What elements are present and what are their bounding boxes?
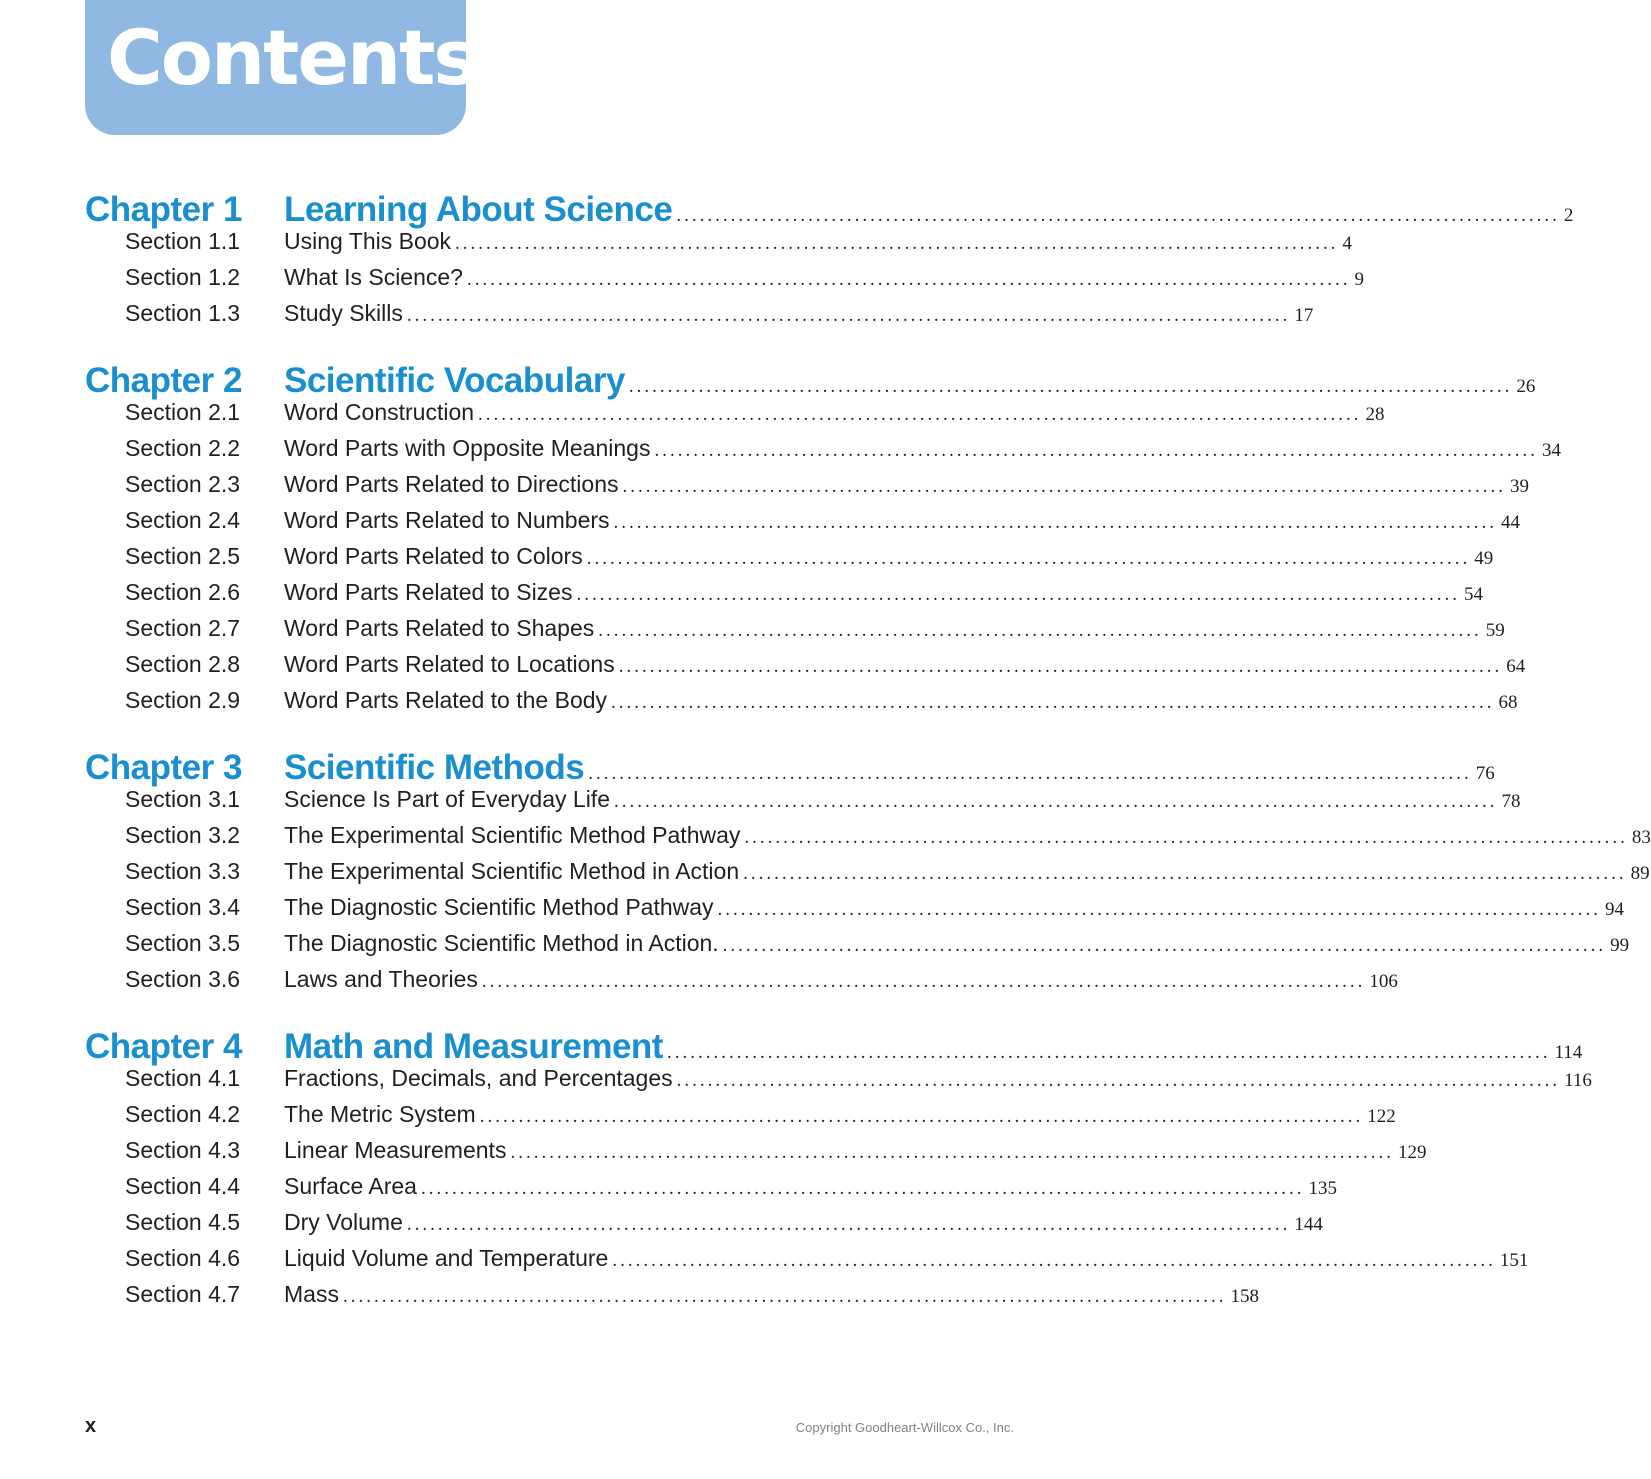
page-number: 49 bbox=[1474, 548, 1494, 569]
chapter-block-3 bbox=[85, 748, 1651, 1002]
dot-leader: .................................................................................................................. bbox=[676, 1070, 1561, 1091]
page-number: 64 bbox=[1506, 656, 1526, 677]
dot-leader: .................................................................................................................. bbox=[478, 404, 1362, 425]
page-number: 44 bbox=[1501, 512, 1521, 533]
dot-leader: .................................................................................................................. bbox=[420, 1178, 1305, 1199]
chapter-number: Chapter 1 bbox=[85, 190, 242, 229]
section-title: Word Parts Related to the Body bbox=[284, 687, 608, 713]
section-title: Linear Measurements bbox=[284, 1137, 507, 1163]
section-number: Section 3.3 bbox=[125, 858, 241, 884]
section-title: Mass bbox=[284, 1281, 339, 1307]
section-number: Section 2.7 bbox=[125, 615, 241, 641]
section-entry[interactable] bbox=[85, 1281, 1259, 1317]
dot-leader: .................................................................................................................. bbox=[576, 584, 1460, 605]
dot-leader: .................................................................................................................. bbox=[598, 620, 1482, 641]
section-number: Section 4.1 bbox=[125, 1065, 241, 1091]
section-entry[interactable] bbox=[85, 435, 1561, 471]
page-number: 89 bbox=[1630, 863, 1650, 884]
section-number: Section 2.5 bbox=[125, 543, 241, 569]
dot-leader: .................................................................................................................. bbox=[722, 935, 1607, 956]
section-number: Section 4.5 bbox=[125, 1209, 241, 1235]
page-number: 59 bbox=[1485, 620, 1505, 641]
page-number: 26 bbox=[1516, 376, 1536, 397]
page-number: 114 bbox=[1554, 1042, 1583, 1063]
section-title: Word Parts with Opposite Meanings bbox=[284, 435, 651, 461]
dot-leader: .................................................................................................................. bbox=[676, 205, 1560, 226]
section-entry[interactable] bbox=[85, 300, 1314, 336]
section-number: Section 1.3 bbox=[125, 300, 241, 326]
chapter-entry-1[interactable] bbox=[85, 190, 1574, 229]
section-entry[interactable] bbox=[85, 1101, 1396, 1137]
section-number: Section 4.4 bbox=[125, 1173, 241, 1199]
page-number: 151 bbox=[1499, 1250, 1529, 1271]
section-entry[interactable] bbox=[85, 615, 1505, 651]
section-title: Using This Book bbox=[284, 228, 452, 254]
section-title: Liquid Volume and Temperature bbox=[284, 1245, 609, 1271]
chapter-block-1 bbox=[85, 190, 1574, 336]
section-number: Section 2.9 bbox=[125, 687, 241, 713]
page-number: 39 bbox=[1510, 476, 1529, 497]
page-number: 144 bbox=[1294, 1214, 1323, 1235]
footer-copyright: Copyright Goodheart-Willcox Co., Inc. bbox=[795, 1420, 1014, 1435]
section-entry[interactable] bbox=[85, 894, 1625, 930]
section-title: What Is Science? bbox=[284, 264, 463, 290]
chapter-title: Scientific Methods bbox=[284, 748, 585, 787]
dot-leader: .................................................................................................................. bbox=[342, 1286, 1227, 1307]
section-entry[interactable] bbox=[85, 1209, 1323, 1245]
chapter-number: Chapter 4 bbox=[85, 1027, 242, 1066]
chapter-title: Math and Measurement bbox=[284, 1027, 663, 1066]
page-number: 34 bbox=[1541, 440, 1561, 461]
section-title: Word Parts Related to Sizes bbox=[284, 579, 573, 605]
page-number: 76 bbox=[1475, 763, 1495, 784]
section-number: Section 3.1 bbox=[125, 786, 241, 812]
page-number: 9 bbox=[1354, 269, 1364, 290]
section-entry[interactable] bbox=[85, 858, 1650, 894]
dot-leader: .................................................................................................................. bbox=[743, 863, 1627, 884]
dot-leader: .................................................................................................................. bbox=[466, 269, 1351, 290]
section-entry[interactable] bbox=[85, 579, 1483, 615]
page-number: 78 bbox=[1501, 791, 1521, 812]
section-entry[interactable] bbox=[85, 687, 1518, 723]
dot-leader: .................................................................................................................. bbox=[481, 971, 1366, 992]
section-entry[interactable] bbox=[85, 228, 1353, 264]
chapter-number: Chapter 3 bbox=[85, 748, 242, 787]
chapter-entry-3[interactable] bbox=[85, 748, 1495, 787]
section-title: The Experimental Scientific Method in Action bbox=[284, 858, 740, 884]
page-number: 116 bbox=[1564, 1070, 1592, 1091]
section-title: The Experimental Scientific Method Pathway bbox=[284, 822, 741, 848]
dot-leader: .................................................................................................................. bbox=[479, 1106, 1364, 1127]
section-title: The Metric System bbox=[284, 1101, 476, 1127]
section-number: Section 2.4 bbox=[125, 507, 241, 533]
section-title: Fractions, Decimals, and Percentages bbox=[284, 1065, 673, 1091]
page-title: Contents bbox=[107, 13, 477, 102]
page-number: 106 bbox=[1369, 971, 1398, 992]
section-title: Science Is Part of Everyday Life bbox=[284, 786, 610, 812]
chapter-block-4 bbox=[85, 1027, 1592, 1317]
section-entry[interactable] bbox=[85, 930, 1630, 966]
chapter-number: Chapter 2 bbox=[85, 361, 242, 400]
section-entry[interactable] bbox=[85, 264, 1364, 300]
dot-leader: .................................................................................................................. bbox=[654, 440, 1538, 461]
chapter-block-2 bbox=[85, 361, 1561, 723]
section-title: Word Parts Related to Colors bbox=[284, 543, 583, 569]
section-entry[interactable] bbox=[85, 1137, 1427, 1173]
section-title: Word Parts Related to Shapes bbox=[284, 615, 595, 641]
page-number: 54 bbox=[1463, 584, 1483, 605]
section-number: Section 4.6 bbox=[125, 1245, 241, 1271]
page-number: 4 bbox=[1342, 233, 1353, 254]
section-number: Section 1.1 bbox=[125, 228, 241, 254]
section-entry[interactable] bbox=[85, 966, 1398, 1002]
section-entry[interactable] bbox=[85, 786, 1521, 822]
section-number: Section 4.2 bbox=[125, 1101, 241, 1127]
page-number: 2 bbox=[1563, 205, 1574, 226]
section-number: Section 4.3 bbox=[125, 1137, 241, 1163]
section-title: The Diagnostic Scientific Method in Action. bbox=[284, 930, 719, 956]
footer-page-number: x bbox=[85, 1415, 97, 1437]
section-number: Section 4.7 bbox=[125, 1281, 241, 1307]
section-title: Word Parts Related to Directions bbox=[284, 471, 619, 497]
section-number: Section 2.8 bbox=[125, 651, 241, 677]
section-number: Section 2.3 bbox=[125, 471, 241, 497]
page-number: 94 bbox=[1605, 899, 1625, 920]
dot-leader: .................................................................................................................. bbox=[622, 476, 1506, 497]
dot-leader: .................................................................................................................. bbox=[510, 1142, 1394, 1163]
section-entry[interactable] bbox=[85, 822, 1651, 858]
section-entry[interactable] bbox=[85, 471, 1529, 507]
section-title: Laws and Theories bbox=[284, 966, 478, 992]
section-title: Dry Volume bbox=[284, 1209, 403, 1235]
dot-leader: .................................................................................................................. bbox=[618, 656, 1503, 677]
dot-leader: .................................................................................................................. bbox=[628, 376, 1513, 397]
section-entry[interactable] bbox=[85, 543, 1494, 579]
chapter-title: Scientific Vocabulary bbox=[284, 361, 625, 400]
dot-leader: .................................................................................................................. bbox=[588, 763, 1472, 784]
page-number: 17 bbox=[1294, 305, 1314, 326]
contents-title-tab bbox=[85, 0, 477, 135]
section-entry[interactable] bbox=[85, 399, 1385, 435]
section-entry[interactable] bbox=[85, 651, 1526, 687]
page-number: 99 bbox=[1610, 935, 1630, 956]
section-number: Section 3.2 bbox=[125, 822, 241, 848]
section-entry[interactable] bbox=[85, 1173, 1337, 1209]
chapter-entry-4[interactable] bbox=[85, 1027, 1583, 1066]
page-number: 122 bbox=[1367, 1106, 1396, 1127]
dot-leader: .................................................................................................................. bbox=[612, 1250, 1496, 1271]
section-title: Study Skills bbox=[284, 300, 403, 326]
page-number: 83 bbox=[1631, 827, 1651, 848]
dot-leader: .................................................................................................................. bbox=[406, 1214, 1291, 1235]
section-title: Word Construction bbox=[284, 399, 475, 425]
table-of-contents bbox=[85, 190, 1651, 1342]
section-title: Word Parts Related to Numbers bbox=[284, 507, 610, 533]
page-number: 28 bbox=[1365, 404, 1385, 425]
dot-leader: .................................................................................................................. bbox=[614, 791, 1498, 812]
section-number: Section 2.2 bbox=[125, 435, 241, 461]
page-number: 158 bbox=[1230, 1286, 1259, 1307]
section-number: Section 3.6 bbox=[125, 966, 241, 992]
dot-leader: .................................................................................................................. bbox=[586, 548, 1471, 569]
section-entry[interactable] bbox=[85, 1065, 1592, 1101]
dot-leader: .................................................................................................................. bbox=[717, 899, 1602, 920]
section-number: Section 2.1 bbox=[125, 399, 241, 425]
section-number: Section 1.2 bbox=[125, 264, 241, 290]
section-entry[interactable] bbox=[85, 1245, 1529, 1281]
section-number: Section 3.5 bbox=[125, 930, 241, 956]
section-entry[interactable] bbox=[85, 507, 1521, 543]
chapter-title: Learning About Science bbox=[284, 190, 673, 229]
page-number: 129 bbox=[1397, 1142, 1427, 1163]
section-title: The Diagnostic Scientific Method Pathway bbox=[284, 894, 714, 920]
section-number: Section 3.4 bbox=[125, 894, 241, 920]
dot-leader: .................................................................................................................. bbox=[406, 305, 1291, 326]
section-number: Section 2.6 bbox=[125, 579, 241, 605]
dot-leader: .................................................................................................................. bbox=[744, 827, 1628, 848]
section-title: Surface Area bbox=[284, 1173, 417, 1199]
page-number: 68 bbox=[1498, 692, 1518, 713]
section-title: Word Parts Related to Locations bbox=[284, 651, 615, 677]
chapter-entry-2[interactable] bbox=[85, 361, 1536, 400]
dot-leader: .................................................................................................................. bbox=[455, 233, 1339, 254]
page-number: 135 bbox=[1308, 1178, 1337, 1199]
dot-leader: .................................................................................................................. bbox=[666, 1042, 1551, 1063]
dot-leader: .................................................................................................................. bbox=[613, 512, 1498, 533]
dot-leader: .................................................................................................................. bbox=[611, 692, 1495, 713]
